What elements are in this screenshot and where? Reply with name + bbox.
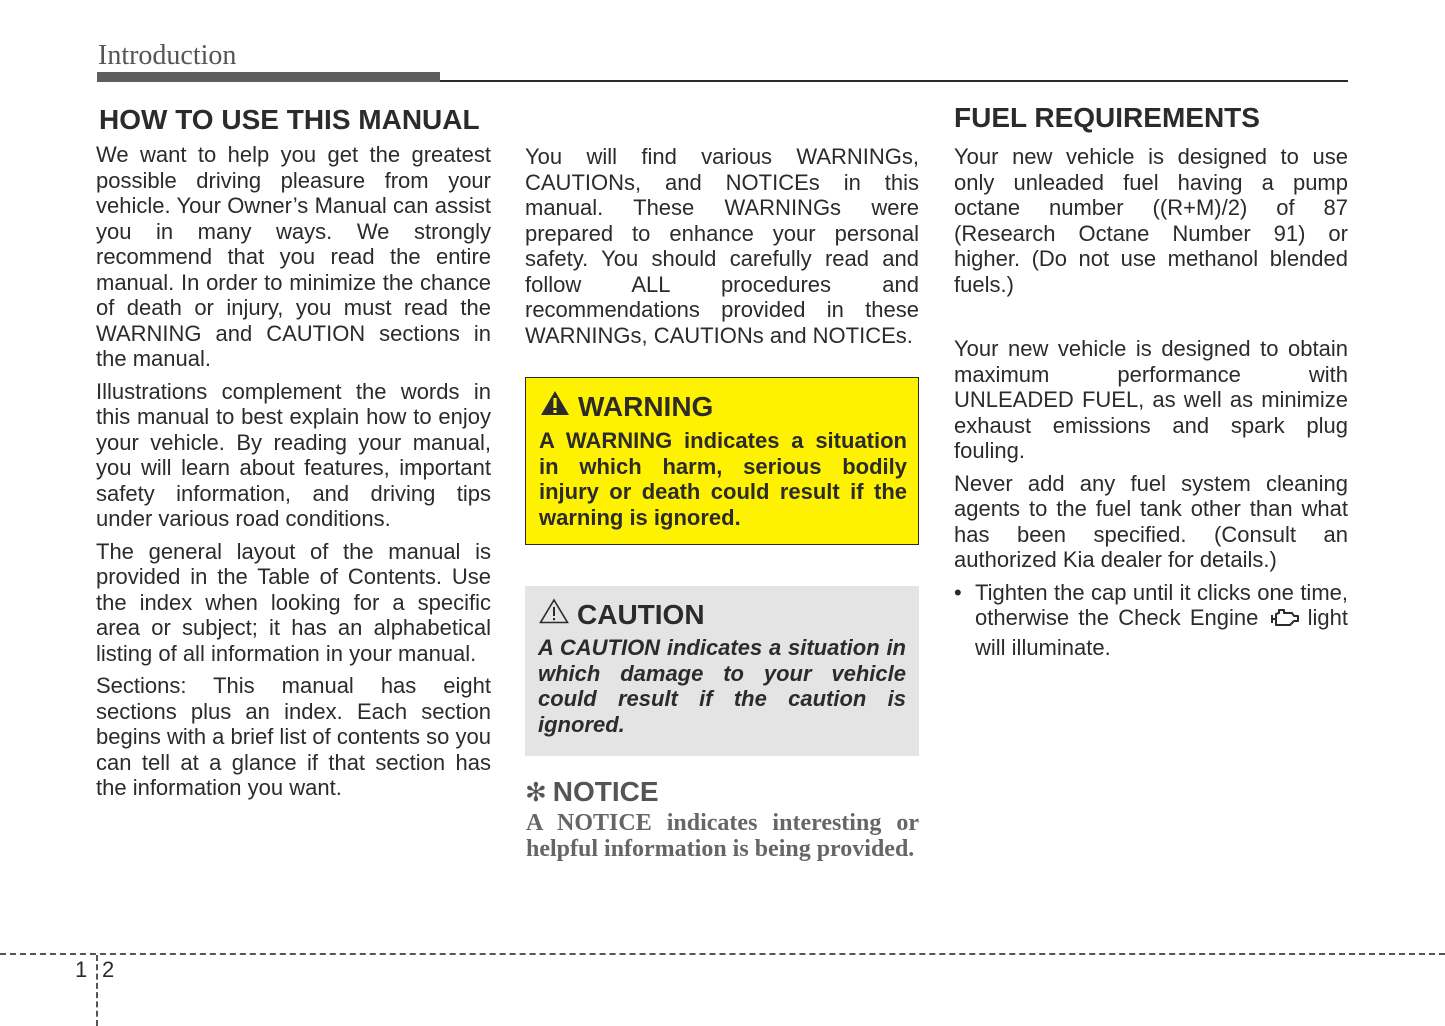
page-number: 2 [102,957,115,982]
header-title: Introduction [98,40,237,71]
labels-intro-section [525,144,919,355]
footer-dashed-divider [96,955,98,1026]
warning-text: A WARNING indicates a situation in which harm, serious bodily injury or death could result if the warning is ignored. [539,428,907,530]
fuel-bullet-list [954,580,1348,661]
labels-intro-paragraph: You will find various WARNINGs, CAUTIONs, and NOTICEs in this manual. These WARNINGs were prepared to enhance your personal safety. You should carefully read and follow ALL procedures and recommendations provided in these WARNINGs, CAUTIONs and NOTICEs. [525,144,919,348]
notice-heading [525,776,659,808]
footer-dashed-rule [0,953,1445,955]
fuel-requirements-heading: FUEL REQUIREMENTS [954,102,1260,133]
caution-text: A CAUTION indicates a situation in which damage to your vehicle could result if the caution is ignored. [538,635,906,737]
fuel-paragraph-3: Never add any fuel system cleaning agents to the fuel tank other than what has been specified. (Consult an authorized Kia dealer for details.) [954,470,1348,572]
chapter-number: 1 [75,957,88,982]
caution-label: CAUTION [577,598,705,630]
warning-heading [540,390,713,423]
notice-label: NOTICE [552,776,659,807]
how-to-use-section [96,104,491,808]
warning-triangle-filled-icon [540,390,570,423]
header-rule-thin [440,80,1348,82]
how-to-use-paragraph-4: Sections: This manual has eight sections plus an index. Each section begins with a brief list of contents so you can tell at a glance if that section has the information you want. [96,673,491,800]
fuel-requirements-section [954,102,1348,660]
check-engine-icon [1268,607,1302,635]
caution-box [525,586,919,756]
caution-heading [539,598,705,631]
how-to-use-paragraph-2: Illustrations complement the words in this manual to best explain how to enjoy your vehicle. By reading your manual, you will learn about features, important safety information, and driving tips under various road conditions. [96,378,491,531]
how-to-use-paragraph-3: The general layout of the manual is provided in the Table of Contents. Use the index when looking for a specific area or subject; it has an alphabetical listing of all information in your manual. [96,538,491,666]
how-to-use-paragraph-1: We want to help you get the greatest possible driving pleasure from your vehicle. Your Owner’s Manual can assist you in many ways. We strongly recommend that you read the entire manual. In order to minimize the chance of death or injury, you must read the WARNING and CAUTION sections in the manual. [96,142,491,371]
how-to-use-heading: HOW TO USE THIS MANUAL [99,104,480,135]
notice-asterisk-icon: ✻ [525,776,547,807]
fuel-paragraph-2: Your new vehicle is designed to obtain maximum performance with UNLEADED FUEL, as well as minimize exhaust emissions and spark plug fouling. [954,336,1348,463]
notice-text: A NOTICE indicates interesting or helpful information is being provided. [526,810,919,862]
fuel-paragraph-1: Your new vehicle is designed to use only unleaded fuel having a pump octane number ((R+M)/2) of 87 (Research Octane Number 91) or higher. (Do not use methanol blended fuels.) [954,144,1348,297]
fuel-bullet-item [954,580,1348,661]
warning-box [525,377,919,545]
fuel-bullet-text-1: Tighten the cap until it clicks one time, otherwise the Check Engine [975,579,1348,630]
fuel-bullet-text-2: light will illuminate. [975,605,1348,660]
caution-triangle-outline-icon [539,598,569,631]
warning-label: WARNING [578,390,714,422]
header-rule-thick [97,72,440,82]
bullet-marker: • [954,579,962,605]
